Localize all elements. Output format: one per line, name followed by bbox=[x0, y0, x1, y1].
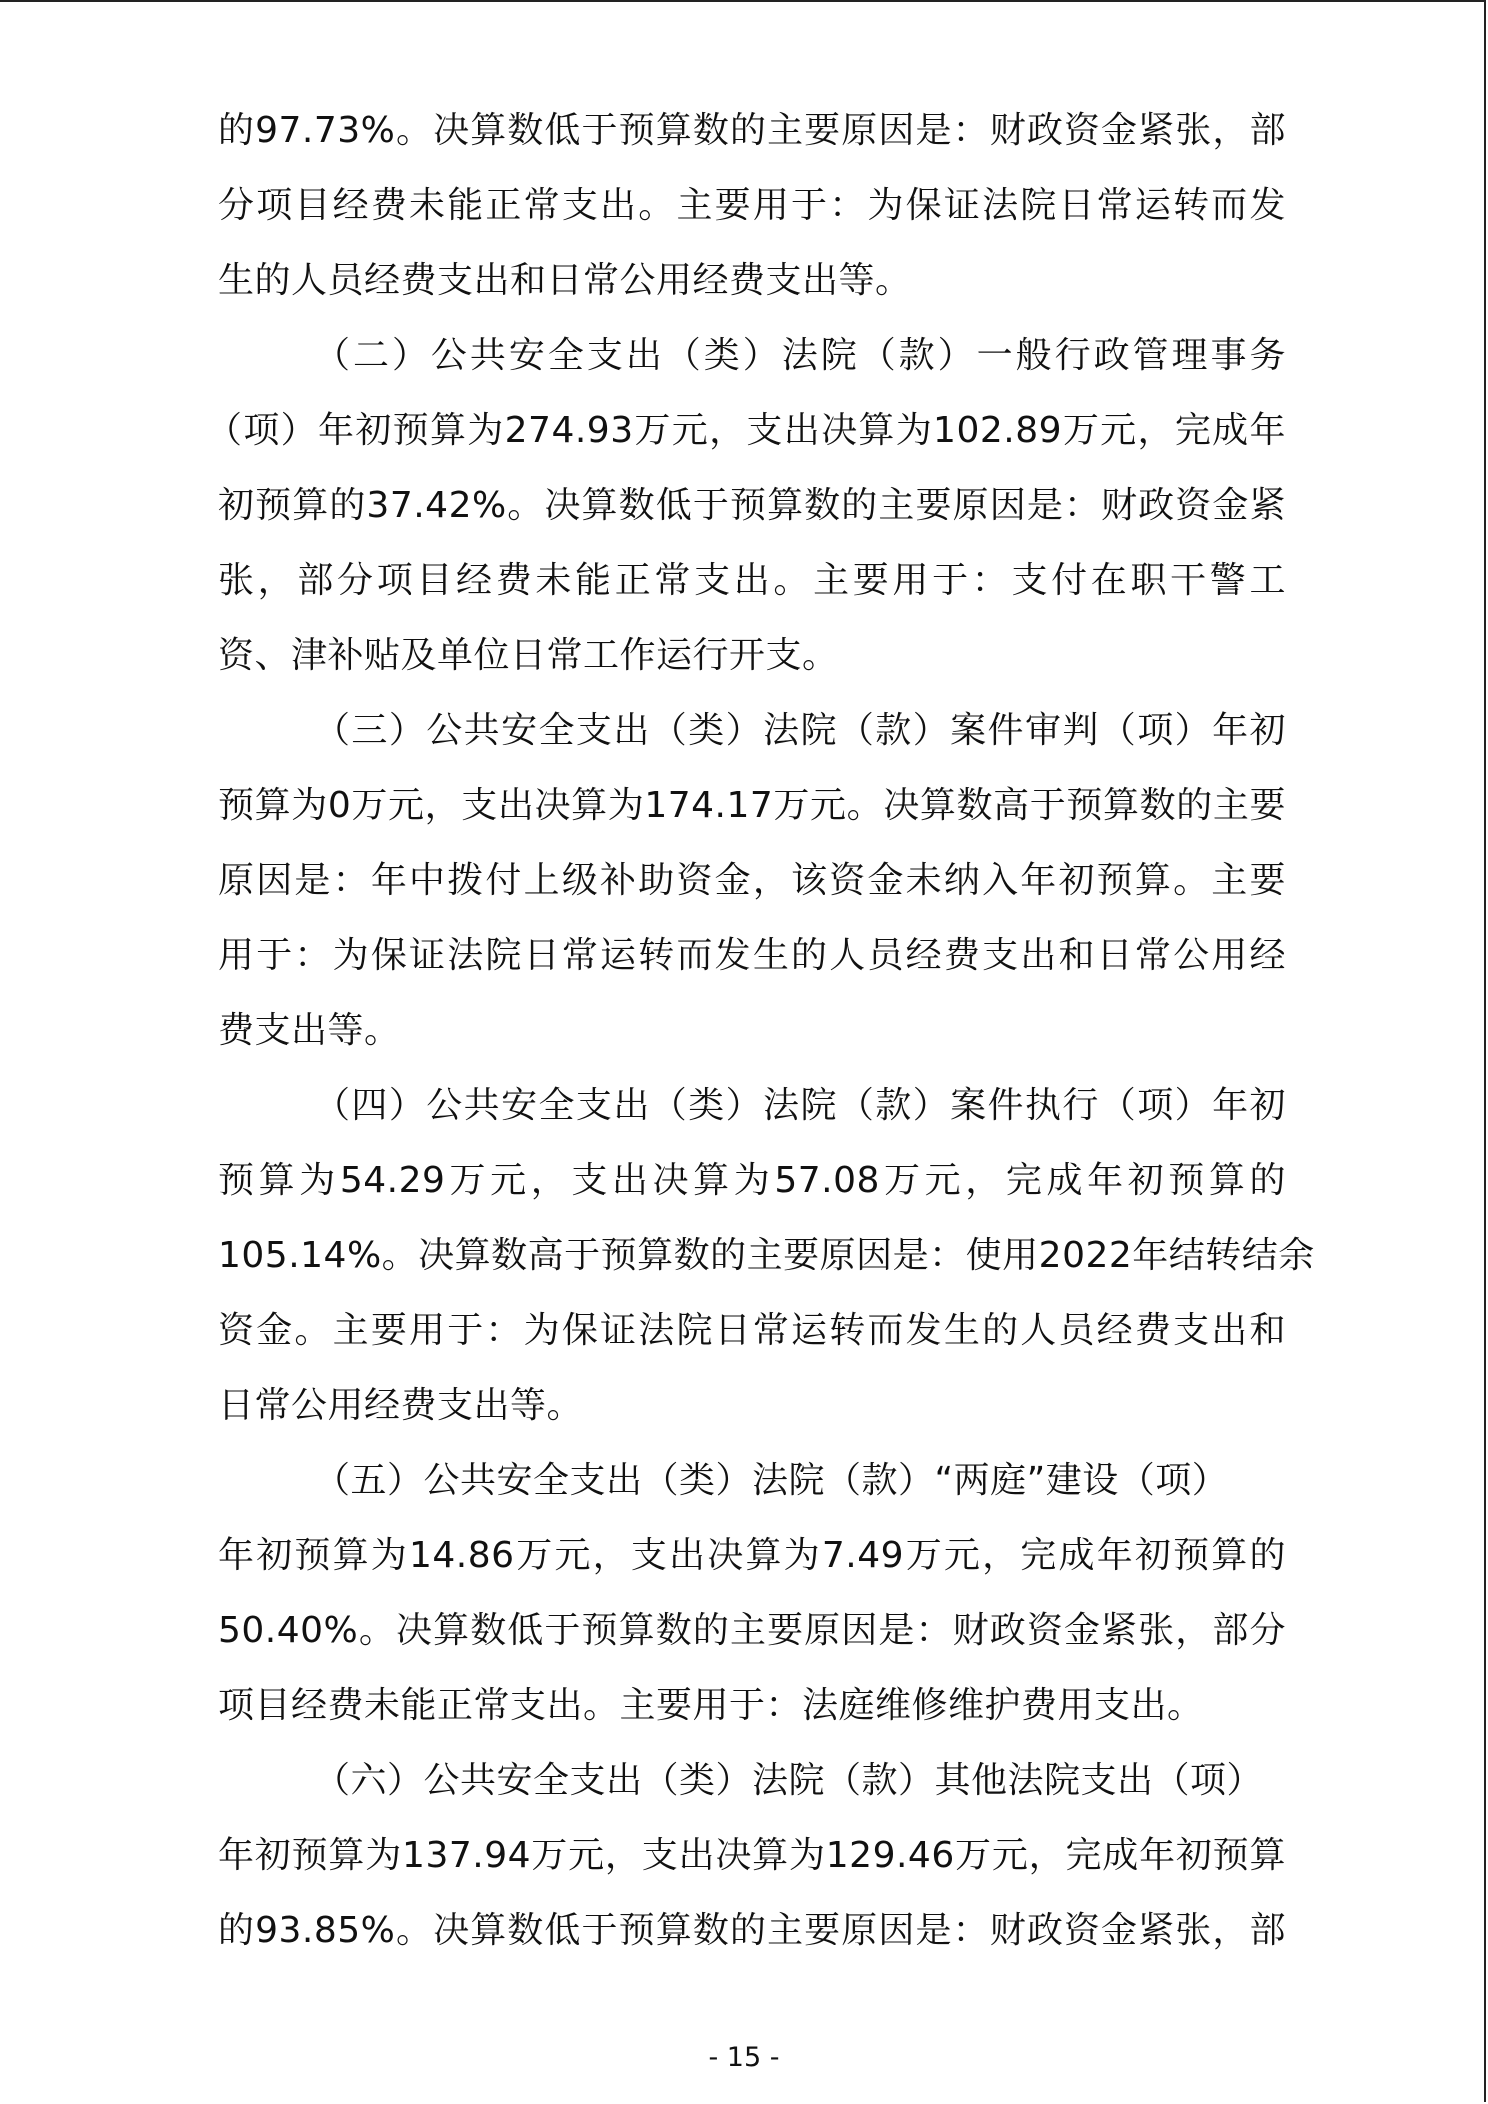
text-line: 预算为54.29万元，支出决算为57.08万元，完成年初预算的 bbox=[218, 1160, 1286, 1201]
text-line: 的97.73%。决算数低于预算数的主要原因是：财政资金紧张，部 bbox=[218, 110, 1286, 151]
text-line: 初预算的37.42%。决算数低于预算数的主要原因是：财政资金紧 bbox=[218, 485, 1286, 526]
text-line: 用于：为保证法院日常运转而发生的人员经费支出和日常公用经 bbox=[218, 935, 1286, 976]
text-line: 资、津补贴及单位日常工作运行开支。 bbox=[218, 635, 839, 676]
text-line: 资金。主要用于：为保证法院日常运转而发生的人员经费支出和 bbox=[218, 1310, 1286, 1351]
text-line: 年初预算为137.94万元，支出决算为129.46万元，完成年初预算 bbox=[218, 1835, 1286, 1876]
text-line: 分项目经费未能正常支出。主要用于：为保证法院日常运转而发 bbox=[218, 185, 1286, 226]
text-line: （项）年初预算为274.93万元，支出决算为102.89万元，完成年 bbox=[206, 410, 1286, 451]
text-line: 生的人员经费支出和日常公用经费支出等。 bbox=[218, 260, 912, 301]
text-line: 50.40%。决算数低于预算数的主要原因是：财政资金紧张，部分 bbox=[218, 1610, 1286, 1651]
document-body bbox=[206, 98, 1315, 1973]
text-line: 张，部分项目经费未能正常支出。主要用于：支付在职干警工 bbox=[218, 560, 1286, 601]
text-line: 105.14%。决算数高于预算数的主要原因是：使用2022年结转结余 bbox=[218, 1235, 1315, 1276]
text-line: 原因是：年中拨付上级补助资金，该资金未纳入年初预算。主要 bbox=[218, 860, 1286, 901]
page-number: - 15 - bbox=[708, 2042, 780, 2073]
text-line: 预算为0万元，支出决算为174.17万元。决算数高于预算数的主要 bbox=[218, 785, 1286, 826]
section-heading-line: （五）公共安全支出（类）法院（款）“两庭”建设（项） bbox=[314, 1460, 1229, 1501]
section-heading-line: （三）公共安全支出（类）法院（款）案件审判（项）年初 bbox=[314, 710, 1286, 751]
section-heading-line: （二）公共安全支出（类）法院（款）一般行政管理事务 bbox=[314, 335, 1286, 376]
text-line: 的93.85%。决算数低于预算数的主要原因是：财政资金紧张，部 bbox=[218, 1910, 1286, 1951]
text-line: 年初预算为14.86万元，支出决算为7.49万元，完成年初预算的 bbox=[218, 1535, 1286, 1576]
section-heading-line: （六）公共安全支出（类）法院（款）其他法院支出（项） bbox=[314, 1760, 1264, 1801]
section-heading-line: （四）公共安全支出（类）法院（款）案件执行（项）年初 bbox=[314, 1085, 1286, 1126]
text-line: 项目经费未能正常支出。主要用于：法庭维修维护费用支出。 bbox=[218, 1685, 1204, 1726]
text-line: 日常公用经费支出等。 bbox=[218, 1385, 584, 1426]
text-line: 费支出等。 bbox=[218, 1010, 401, 1051]
